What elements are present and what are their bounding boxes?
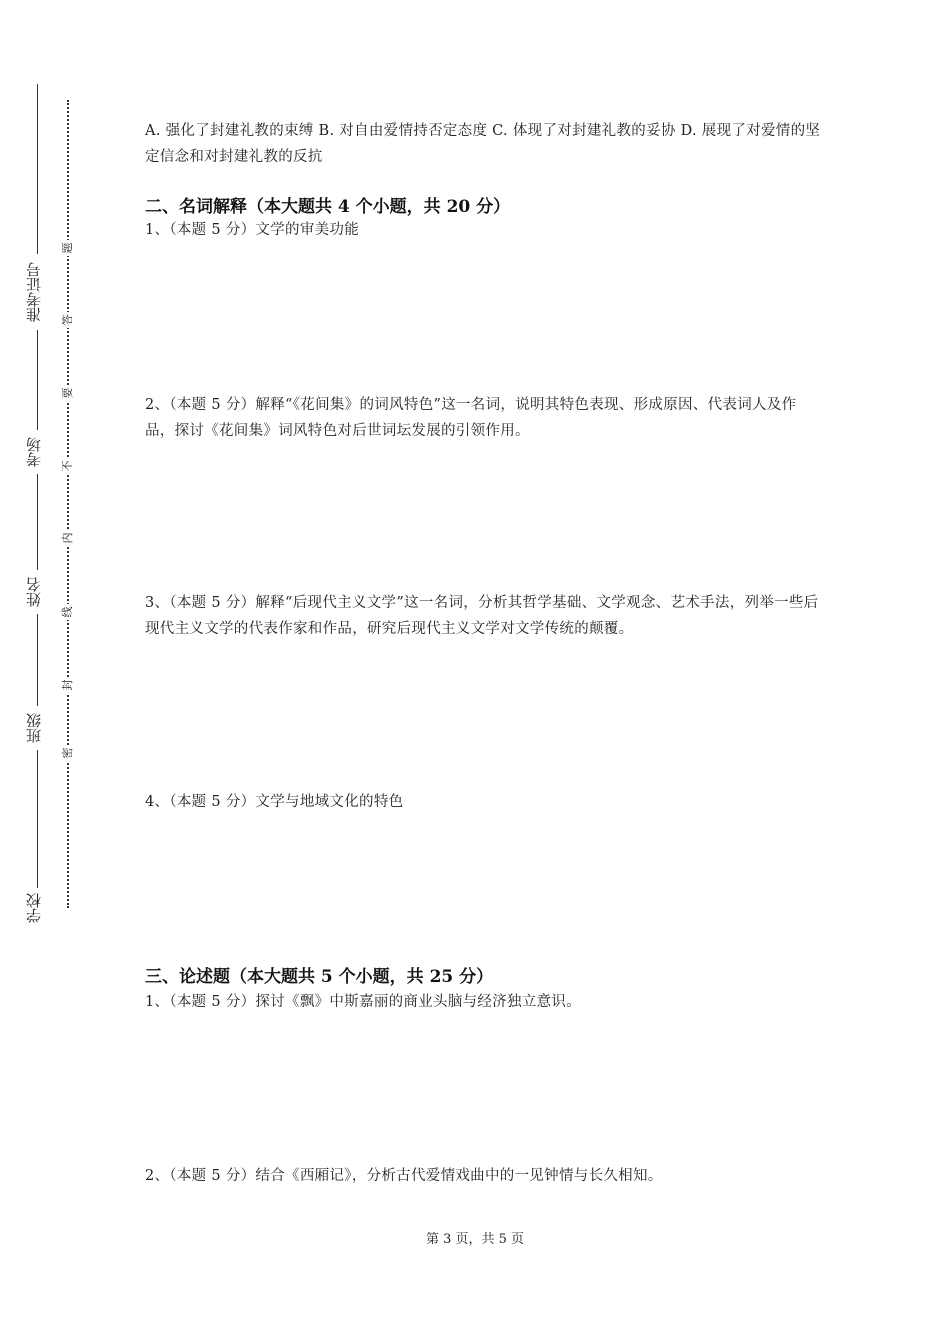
prev-question-options: A. 强化了封建礼教的束缚 B. 对自由爱情持否定态度 C. 体现了对封建礼教的妥协 D. 展现了对爱情的坚定信念和对封建礼教的反抗	[145, 123, 821, 165]
exam-number-blank	[37, 330, 38, 430]
exam-room-label: 考场	[25, 437, 43, 467]
seal-char: 线	[60, 604, 76, 620]
class-label: 班级	[25, 713, 43, 743]
seal-char: 题	[60, 240, 76, 256]
section-3-question-2: 2、（本题 5 分）结合《西厢记》，分析古代爱情戏曲中的一见钟情与长久相知。	[145, 1168, 663, 1184]
section-2-question-1: 1、（本题 5 分）文学的审美功能	[145, 222, 360, 238]
section-3-title: 三、论述题（本大题共 5 个小题，共 25 分）	[145, 967, 494, 987]
section-2-question-2: 2、（本题 5 分）解释“《花间集》的词风特色”这一名词，说明其特色表现、形成原因、代表词人及作品，探讨《花间集》词风特色对后世词坛发展的引领作用。	[145, 397, 797, 439]
seal-dotted-line	[67, 100, 69, 908]
name-label: 姓名	[25, 577, 43, 607]
exam-number-label: 准考证号	[25, 262, 43, 322]
seal-char: 密	[60, 745, 76, 761]
class-blank	[37, 750, 38, 888]
seal-line	[60, 100, 76, 908]
section-2-question-4: 4、（本题 5 分）文学与地域文化的特色	[145, 794, 404, 810]
name-blank	[37, 614, 38, 706]
school-label: 学校	[25, 893, 43, 923]
section-2-title: 二、名词解释（本大题共 4 个小题，共 20 分）	[145, 197, 511, 217]
seal-char: 内	[60, 530, 76, 546]
binding-line	[37, 84, 38, 254]
seal-char: 要	[60, 385, 76, 401]
exam-room-blank	[37, 474, 38, 570]
seal-char: 答	[60, 312, 76, 328]
section-2-question-3: 3、（本题 5 分）解释“后现代主义文学”这一名词，分析其哲学基础、文学观念、艺术手法，列举一些后现代主义文学的代表作家和作品，研究后现代主义文学对文学传统的颠覆。	[145, 595, 819, 637]
section-3-question-1: 1、（本题 5 分）探讨《飘》中斯嘉丽的商业头脑与经济独立意识。	[145, 994, 582, 1010]
seal-char: 封	[60, 677, 76, 693]
seal-char: 不	[60, 458, 76, 474]
page-number: 第 3 页，共 5 页	[425, 1232, 525, 1247]
binding-info-strip	[18, 84, 46, 924]
